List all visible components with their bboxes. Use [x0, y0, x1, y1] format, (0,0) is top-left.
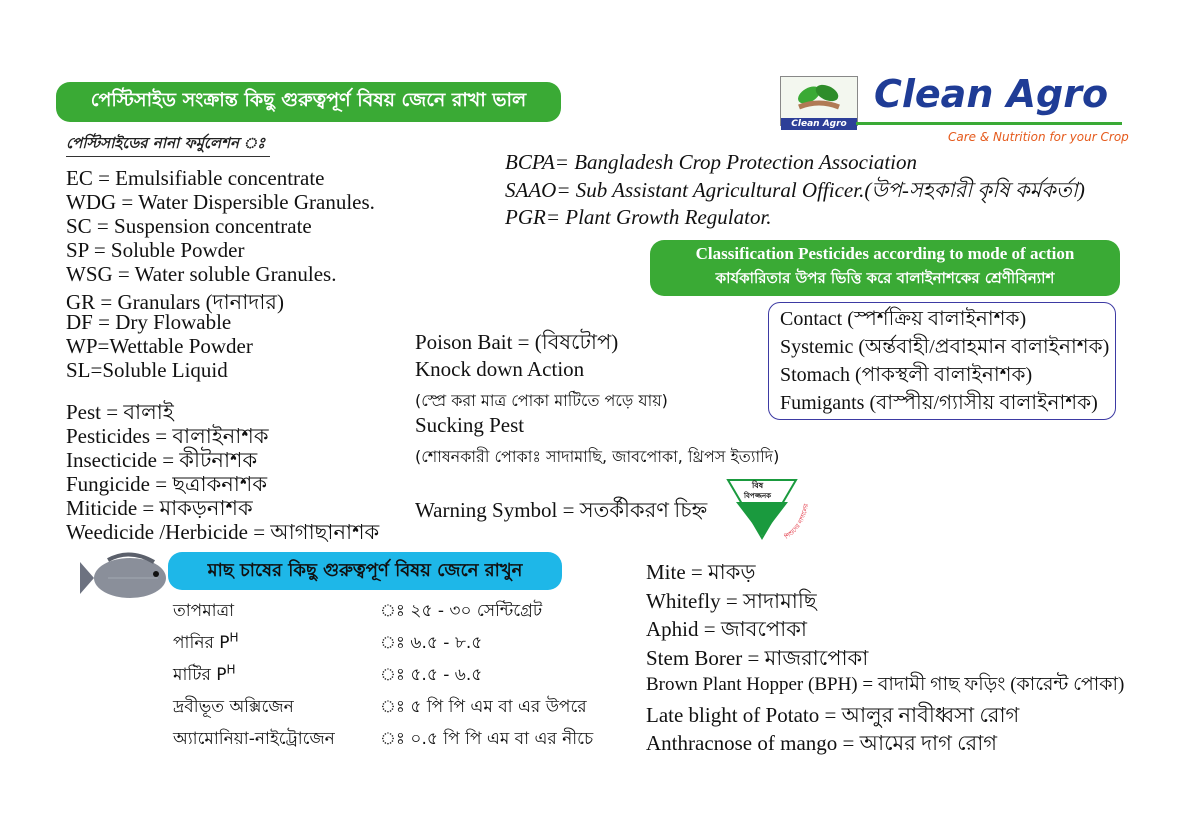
formulation-item: EC = Emulsifiable concentrate: [66, 166, 325, 190]
warning-symbol: [700, 460, 824, 548]
formulation-item: SL=Soluble Liquid: [66, 358, 228, 382]
classification-title-en: Classification Pesticides according to mode of action: [695, 244, 1075, 263]
fish-illustration: [78, 548, 170, 608]
formulation-item: GR = Granulars (দানাদার): [66, 290, 284, 314]
pesticide-info-banner-text: পেস্টিসাইড সংক্রান্ত কিছু গুরুত্বপূর্ণ বিষয় জেনে রাখা ভাল: [90, 89, 527, 111]
warning-triangle-icon: [700, 460, 824, 548]
term-item: Insecticide = কীটনাশক: [66, 448, 258, 472]
pesticide-info-banner: [56, 82, 561, 122]
term-item: Weedicide /Herbicide = আগাছানাশক: [66, 520, 380, 544]
brand-tagline: Care & Nutrition for your Crop: [948, 130, 1129, 144]
knock-down-action-bn: (স্প্রে করা মাত্র পোকা মাটিতে পড়ে যায়): [415, 391, 668, 410]
pest-item: Anthracnose of mango = আমের দাগ রোগ: [646, 731, 998, 755]
classification-item: Contact (স্পর্শক্রিয় বালাইনাশক): [780, 308, 1027, 330]
formulation-item: WSG = Water soluble Granules.: [66, 262, 337, 286]
fish-row-value: ঃ ০.৫ পি পি এম বা এর নীচে: [380, 729, 594, 749]
fish-row-label: মাটির $P^H$: [173, 662, 236, 685]
pest-item: Stem Borer = মাজরাপোকা: [646, 645, 869, 670]
formulation-heading-underline: [66, 156, 270, 157]
knock-down-action: Knock down Action: [415, 357, 585, 381]
warning-badge-top: বিষ: [752, 481, 764, 490]
sucking-pest: Sucking Pest: [415, 413, 525, 437]
fish-info-banner-text: মাছ চাষের কিছু গুরুত্বপূর্ণ বিষয় জেনে রাখুন: [207, 559, 523, 581]
sucking-pest-bn: (শোষনকারী পোকাঃ সাদামাছি, জাবপোকা, থ্রিপস ইত্যাদি): [415, 447, 780, 466]
pest-item: Aphid = জাবপোকা: [646, 617, 807, 641]
fish-row-label: পানির $P^H$: [173, 630, 239, 653]
classification-item: Systemic (অর্ন্তবাহী/প্রবাহমান বালাইনাশক): [780, 336, 1110, 358]
logo-divider: [856, 122, 1122, 125]
warning-symbol-label: Warning Symbol = সতর্কীকরণ চিহ্ন: [415, 498, 708, 522]
abbreviation-pgr: PGR= Plant Growth Regulator.: [505, 205, 772, 229]
formulation-item: DF = Dry Flowable: [66, 310, 232, 334]
formulation-item: WP=Wettable Powder: [66, 334, 253, 358]
fish-row-label: অ্যামোনিয়া-নাইট্রোজেন: [173, 729, 335, 749]
abbreviation-saao: SAAO= Sub Assistant Agricultural Officer.(উপ-সহকারী কৃষি কর্মকর্তা): [505, 178, 1085, 202]
fish-row-value: ঃ ৫.৫ - ৬.৫: [380, 665, 483, 685]
classification-item: Stomach (পাকস্থলী বালাইনাশক): [780, 364, 1033, 386]
pest-item: Mite = মাকড়: [646, 560, 756, 584]
classification-item: Fumigants (বাস্পীয়/গ্যাসীয় বালাইনাশক): [780, 392, 1098, 414]
pest-item: Late blight of Potato = আলুর নাবীধ্বসা রোগ: [646, 702, 1020, 727]
warning-arc-text: শিশুদের নাগালের: [783, 503, 810, 541]
fish-row-value: ঃ ৫ পি পি এম বা এর উপরে: [380, 697, 587, 717]
leaf-hand-icon: [781, 77, 857, 113]
term-item: Pest = বালাই: [66, 400, 174, 424]
classification-title-bn: কার্যকারিতার উপর ভিত্তি করে বালাইনাশকের শ্রেণীবিন্যাশ: [715, 269, 1055, 287]
poison-bait: Poison Bait = (বিষটোপ): [415, 330, 619, 354]
fish-row-label: দ্রবীভূত অক্সিজেন: [173, 697, 294, 717]
pest-item: Brown Plant Hopper (BPH) = বাদামী গাছ ফড়িং (কারেন্ট পোকা): [646, 674, 1125, 695]
logo-badge: [780, 76, 858, 129]
formulation-heading: পেস্টিসাইডের নানা ফর্মুলেশন ঃ: [66, 134, 266, 152]
formulation-item: SC = Suspension concentrate: [66, 214, 312, 238]
term-item: Miticide = মাকড়নাশক: [66, 496, 253, 520]
logo-badge-text: Clean Agro: [781, 118, 857, 130]
term-item: Pesticides = বালাইনাশক: [66, 424, 269, 448]
formulation-item: WDG = Water Dispersible Granules.: [66, 190, 375, 214]
warning-badge-mid: বিপজ্জনক: [744, 492, 772, 500]
classification-box: [768, 302, 1116, 420]
fish-row-value: ঃ ৬.৫ - ৮.৫: [380, 633, 483, 653]
term-item: Fungicide = ছত্রাকনাশক: [66, 472, 268, 496]
pest-list: [646, 556, 1124, 756]
formulation-item: SP = Soluble Powder: [66, 238, 245, 262]
formulation-list: [66, 166, 375, 382]
fish-row-value: ঃ ২৫ - ৩০ সেন্টিগ্রেট: [380, 601, 543, 621]
abbreviation-bcpa: BCPA= Bangladesh Crop Protection Association: [505, 150, 917, 174]
fish-row-label: তাপমাত্রা: [173, 601, 235, 621]
classification-banner: [650, 240, 1120, 296]
terms-list: [66, 396, 380, 544]
fish-info-banner: [168, 552, 562, 590]
pest-item: Whitefly = সাদামাছি: [646, 588, 817, 613]
brand-name: Clean Agro: [874, 72, 1109, 116]
fish-icon: [78, 548, 170, 608]
